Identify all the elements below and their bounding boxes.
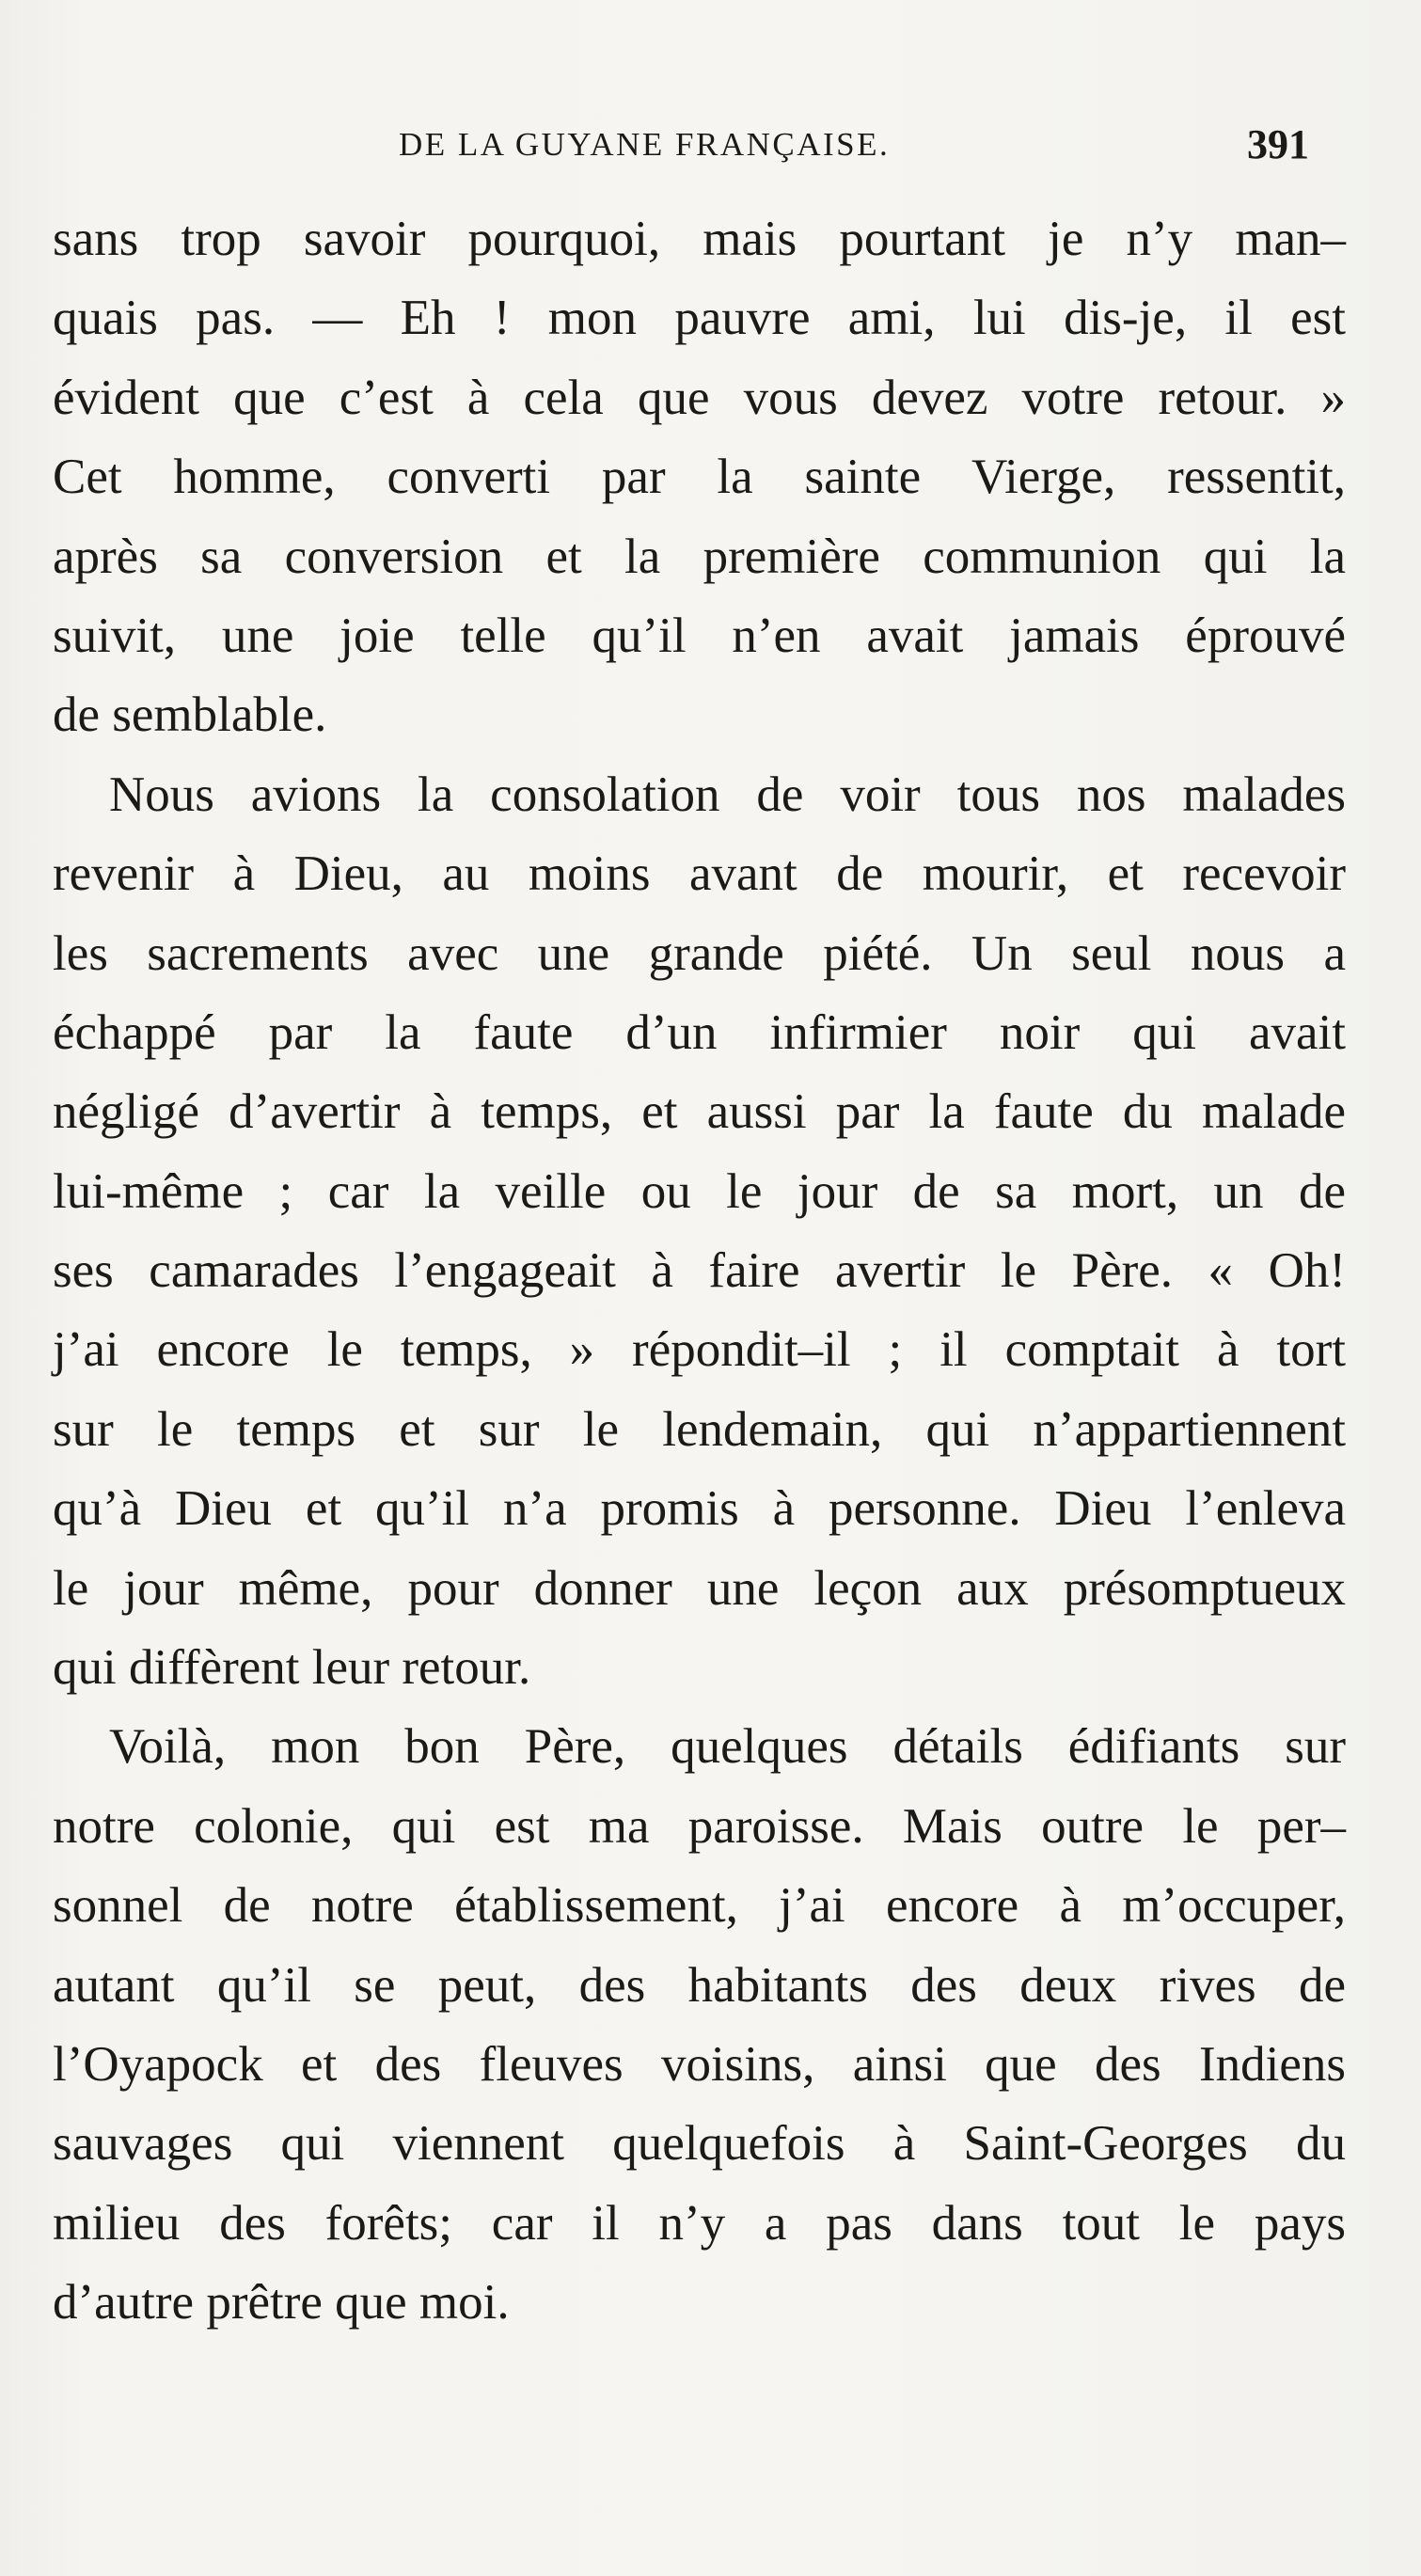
text-line: Nous avions la consolation de voir tous nos malades: [109, 766, 1346, 822]
paragraph-1: [53, 199, 1346, 755]
text-line: sonnel de notre établissement, j’ai encore à m’occuper,: [53, 1878, 1346, 1934]
text-line: suivit, une joie telle qu’il n’en avait jamais éprouvé: [53, 608, 1346, 663]
text-line: négligé d’avertir à temps, et aussi par la faute du malade: [53, 1084, 1346, 1140]
text-line: d’autre prêtre que moi.: [53, 2275, 510, 2331]
text-line: après sa conversion et la première communion qui la: [53, 529, 1346, 584]
text-line: Voilà, mon bon Père, quelques détails édifiants sur: [109, 1719, 1346, 1775]
text-line: qu’à Dieu et qu’il n’a promis à personne. Dieu l’enleva: [53, 1481, 1346, 1537]
paragraph-3: [53, 1707, 1346, 2342]
text-line: autant qu’il se peut, des habitants des deux rives de: [53, 1957, 1346, 2013]
text-line: évident que c’est à cela que vous devez votre retour. »: [53, 370, 1346, 425]
running-title: DE LA GUYANE FRANÇAISE.: [399, 126, 891, 163]
text-line: lui-même ; car la veille ou le jour de sa mort, un de: [53, 1163, 1346, 1219]
text-line: sur le temps et sur le lendemain, qui n’appartiennent: [53, 1401, 1346, 1457]
text-line: le jour même, pour donner une leçon aux présomptueux: [53, 1560, 1346, 1616]
text-line: échappé par la faute d’un infirmier noir qui avait: [53, 1004, 1346, 1060]
text-line: revenir à Dieu, au moins avant de mourir, et recevoir: [53, 846, 1346, 902]
text-line: j’ai encore le temps, » répondit–il ; il comptait à tort: [53, 1322, 1346, 1378]
text-line: sauvages qui viennent quelquefois à Saint-Georges du: [53, 2116, 1346, 2172]
text-line: les sacrements avec une grande piété. Un seul nous a: [53, 925, 1346, 981]
text-line: de semblable.: [53, 687, 327, 743]
page-number: 391: [1247, 121, 1309, 167]
body-text: [53, 199, 1346, 2343]
paragraph-2: [53, 755, 1346, 1708]
text-line: sans trop savoir pourquoi, mais pourtant je n’y man–: [53, 212, 1346, 266]
text-line: qui diffèrent leur retour.: [53, 1640, 531, 1696]
text-line: milieu des forêts; car il n’y a pas dans tout le pays: [53, 2195, 1346, 2251]
text-line: l’Oyapock et des fleuves voisins, ainsi que des Indiens: [53, 2036, 1346, 2092]
text-line: quais pas. — Eh ! mon pauvre ami, lui dis-je, il est: [53, 291, 1346, 346]
text-line: Cet homme, converti par la sainte Vierge, ressentit,: [53, 450, 1346, 505]
running-head: [0, 120, 1421, 177]
text-line: ses camarades l’engageait à faire avertir le Père. « Oh!: [53, 1243, 1346, 1299]
text-line: notre colonie, qui est ma paroisse. Mais outre le per–: [53, 1798, 1346, 1854]
